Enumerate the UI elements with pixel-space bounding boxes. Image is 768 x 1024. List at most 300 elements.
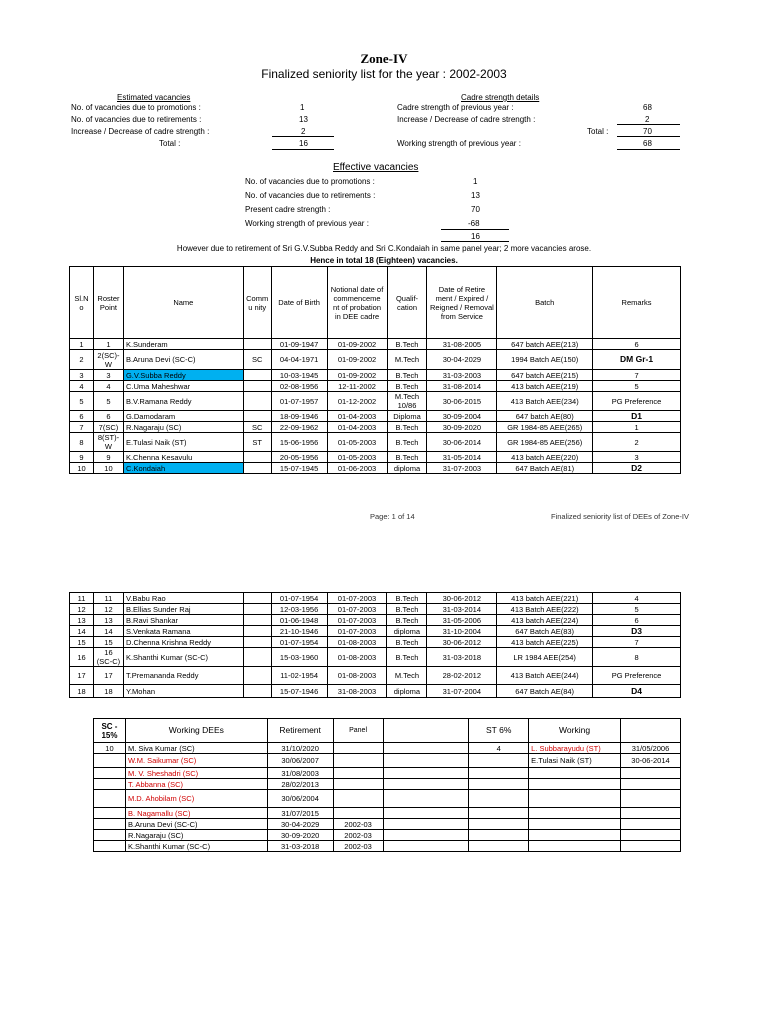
panel-cell: 2002-03	[333, 830, 383, 841]
retirement-cell: 30/06/2007	[267, 754, 333, 768]
effective-total-value: 16	[471, 232, 480, 241]
panel-cell	[333, 768, 383, 779]
name-cell: K.Shanthi Kumar (SC-C)	[123, 648, 243, 667]
community-cell	[243, 593, 271, 604]
working-date-cell: 30-06-2014	[620, 754, 680, 768]
sl-cell: 13	[70, 615, 94, 626]
dob-cell: 01-09-1947	[271, 339, 327, 350]
dob-cell: 01-06-1948	[271, 615, 327, 626]
st-count-cell	[469, 819, 529, 830]
batch-cell: 647 batch AEE(215)	[497, 370, 593, 381]
blank-cell	[383, 768, 469, 779]
working-dee-name-cell: T. Abbanna (SC)	[125, 779, 267, 790]
sl-cell: 16	[70, 648, 94, 667]
remarks-cell: 6	[593, 615, 681, 626]
working-dee-name-cell: B. Nagamallu (SC)	[125, 808, 267, 819]
blank-cell	[383, 841, 469, 852]
col-header-sl: Sl.N o	[70, 267, 94, 339]
dob-cell: 18-09-1946	[271, 411, 327, 422]
qualification-cell: B.Tech	[387, 433, 427, 452]
sl-cell: 3	[70, 370, 94, 381]
table-row	[70, 392, 681, 411]
estimated-label: No. of vacancies due to promotions :	[71, 103, 201, 112]
table-row	[70, 370, 681, 381]
name-cell: B.Aruna Devi (SC-C)	[123, 350, 243, 370]
st-count-cell	[469, 768, 529, 779]
col-header-qualification: Qualif- cation	[387, 267, 427, 339]
remarks-cell: 1	[593, 422, 681, 433]
table-row	[94, 768, 681, 779]
estimated-value: 2	[301, 127, 306, 136]
probation-cell: 31-08-2003	[327, 685, 387, 698]
working-name-cell: E.Tulasi Naik (ST)	[529, 754, 621, 768]
col-header-batch: Batch	[497, 267, 593, 339]
working-dee-name-cell: B.Aruna Devi (SC-C)	[125, 819, 267, 830]
table-row	[70, 381, 681, 392]
sl-cell: 10	[70, 463, 94, 474]
dob-cell: 10-03-1945	[271, 370, 327, 381]
panel-cell	[333, 808, 383, 819]
cadre-label: Increase / Decrease of cadre strength :	[397, 115, 536, 124]
probation-cell: 12-11-2002	[327, 381, 387, 392]
roster-cell: 6	[93, 411, 123, 422]
probation-cell: 01-05-2003	[327, 452, 387, 463]
sc-count-cell: 10	[94, 743, 126, 754]
roster-cell: 7(SC)	[93, 422, 123, 433]
working-date-cell	[620, 768, 680, 779]
reservation-table	[93, 718, 681, 852]
working-dee-name-cell: M. Siva Kumar (SC)	[125, 743, 267, 754]
retirement-cell: 31-07-2003	[427, 463, 497, 474]
probation-cell: 01-05-2003	[327, 433, 387, 452]
sc-count-cell	[94, 819, 126, 830]
probation-cell: 01-07-2003	[327, 593, 387, 604]
col-header-remarks: Remarks	[593, 267, 681, 339]
qualification-cell: B.Tech	[387, 637, 427, 648]
retirement-cell: 30/06/2004	[267, 790, 333, 808]
page-title: Zone-IV	[360, 51, 408, 66]
working-date-cell	[620, 830, 680, 841]
st-count-cell	[469, 808, 529, 819]
working-date-cell	[620, 808, 680, 819]
probation-cell: 01-12-2002	[327, 392, 387, 411]
working-name-cell	[529, 841, 621, 852]
retirement-cell: 31-03-2003	[427, 370, 497, 381]
community-cell	[243, 604, 271, 615]
sl-cell: 12	[70, 604, 94, 615]
col-header-name: Name	[123, 267, 243, 339]
st-count-cell	[469, 790, 529, 808]
dob-cell: 15-03-1960	[271, 648, 327, 667]
reservation-header-row	[94, 719, 681, 743]
community-cell	[243, 411, 271, 422]
retirement-cell: 31-03-2014	[427, 604, 497, 615]
sc-count-cell	[94, 768, 126, 779]
batch-cell: 413 Batch AEE(234)	[497, 392, 593, 411]
community-cell	[243, 452, 271, 463]
roster-cell: 2(SC)-W	[93, 350, 123, 370]
working-dee-name-cell: W.M. Saikumar (SC)	[125, 754, 267, 768]
panel-cell	[333, 754, 383, 768]
sl-cell: 6	[70, 411, 94, 422]
table-row	[94, 779, 681, 790]
name-cell: R.Nagaraju (SC)	[123, 422, 243, 433]
table-row	[70, 637, 681, 648]
community-cell: ST	[243, 433, 271, 452]
table-row	[70, 422, 681, 433]
remarks-cell: 5	[593, 604, 681, 615]
table-row	[70, 463, 681, 474]
col-header-st: ST 6%	[469, 719, 529, 743]
roster-cell: 13	[93, 615, 123, 626]
table-row	[94, 841, 681, 852]
roster-cell: 17	[93, 667, 123, 685]
batch-cell: 413 Batch AEE(222)	[497, 604, 593, 615]
batch-cell: 413 batch AEE(225)	[497, 637, 593, 648]
blank-cell	[383, 743, 469, 754]
page-number: Page: 1 of 14	[370, 512, 415, 521]
seniority-table-page2	[69, 592, 681, 698]
working-date-cell	[620, 841, 680, 852]
working-name-cell	[529, 768, 621, 779]
community-cell	[243, 370, 271, 381]
roster-cell: 14	[93, 626, 123, 637]
cadre-label: Working strength of previous year :	[397, 139, 521, 148]
estimated-value: 13	[299, 115, 308, 124]
remarks-cell: 2	[593, 433, 681, 452]
working-dee-name-cell: R.Nagaraju (SC)	[125, 830, 267, 841]
probation-cell: 01-04-2003	[327, 422, 387, 433]
retirement-cell: 31-03-2018	[427, 648, 497, 667]
table-row	[70, 604, 681, 615]
retirement-cell: 30-06-2015	[427, 392, 497, 411]
table-row	[70, 615, 681, 626]
table-row	[70, 339, 681, 350]
working-date-cell	[620, 790, 680, 808]
estimated-total-label: Total :	[159, 139, 181, 148]
col-header-blank	[383, 719, 469, 743]
panel-cell: 2002-03	[333, 819, 383, 830]
qualification-cell: M.Tech	[387, 667, 427, 685]
table-row	[94, 819, 681, 830]
qualification-cell: B.Tech	[387, 593, 427, 604]
community-cell	[243, 339, 271, 350]
col-header-working-dees: Working DEEs	[125, 719, 267, 743]
qualification-cell: B.Tech	[387, 422, 427, 433]
batch-cell: 647 batch AEE(213)	[497, 339, 593, 350]
sl-cell: 8	[70, 433, 94, 452]
probation-cell: 01-06-2003	[327, 463, 387, 474]
page-subtitle: Finalized seniority list for the year : 2002-2003	[261, 67, 507, 81]
probation-cell: 01-08-2003	[327, 648, 387, 667]
community-cell	[243, 667, 271, 685]
remarks-cell: D3	[593, 626, 681, 637]
batch-cell: 647 Batch AE(84)	[497, 685, 593, 698]
dob-cell: 01-07-1957	[271, 392, 327, 411]
batch-cell: 647 batch AE(80)	[497, 411, 593, 422]
dob-cell: 20-05-1956	[271, 452, 327, 463]
col-header-sc: SC - 15%	[94, 719, 126, 743]
dob-cell: 01-07-1954	[271, 593, 327, 604]
dob-cell: 15-06-1956	[271, 433, 327, 452]
col-header-retirement: Date of Retire ment / Expired / Reigned / Removal from Service	[427, 267, 497, 339]
qualification-cell: Diploma	[387, 411, 427, 422]
remarks-cell: D4	[593, 685, 681, 698]
sl-cell: 15	[70, 637, 94, 648]
batch-cell: GR 1984-85 AEE(256)	[497, 433, 593, 452]
retirement-cell: 30-09-2020	[267, 830, 333, 841]
retirement-note: However due to retirement of Sri G.V.Subba Reddy and Sri C.Kondaiah in same panel year; 2 more vacancies arose.	[176, 244, 592, 253]
col-header-retirement: Retirement	[267, 719, 333, 743]
name-cell: E.Tulasi Naik (ST)	[123, 433, 243, 452]
working-dee-name-cell: K.Shanthi Kumar (SC-C)	[125, 841, 267, 852]
remarks-cell: 7	[593, 637, 681, 648]
working-date-cell	[620, 779, 680, 790]
effective-value: 1	[473, 177, 478, 186]
cadre-value: 68	[643, 103, 652, 112]
batch-cell: 647 Batch AE(83)	[497, 626, 593, 637]
col-header-community: Comm u nity	[243, 267, 271, 339]
col-header-probation: Notional date of commenceme nt of probation in DEE cadre	[327, 267, 387, 339]
sc-count-cell	[94, 754, 126, 768]
probation-cell: 01-08-2003	[327, 667, 387, 685]
qualification-cell: M.Tech	[387, 350, 427, 370]
table-row	[70, 667, 681, 685]
table-row	[70, 593, 681, 604]
st-count-cell	[469, 830, 529, 841]
probation-cell: 01-09-2002	[327, 339, 387, 350]
table-header-row	[70, 267, 681, 339]
working-name-cell	[529, 830, 621, 841]
table-row	[70, 452, 681, 463]
table-row	[70, 433, 681, 452]
sl-cell: 4	[70, 381, 94, 392]
seniority-table-page1	[69, 266, 681, 474]
remarks-cell: 3	[593, 452, 681, 463]
col-header-panel: Panel	[333, 719, 383, 743]
name-cell: V.Babu Rao	[123, 593, 243, 604]
table-row	[70, 411, 681, 422]
effective-label: Present cadre strength :	[245, 205, 331, 214]
panel-cell	[333, 779, 383, 790]
sc-count-cell	[94, 808, 126, 819]
retirement-cell: 30-04-2029	[267, 819, 333, 830]
remarks-cell: 4	[593, 593, 681, 604]
estimated-value: 1	[300, 103, 305, 112]
name-cell: K.Sunderam	[123, 339, 243, 350]
sl-cell: 18	[70, 685, 94, 698]
blank-cell	[383, 790, 469, 808]
dob-cell: 11-02-1954	[271, 667, 327, 685]
roster-cell: 3	[93, 370, 123, 381]
batch-cell: 413 batch AEE(224)	[497, 615, 593, 626]
dob-cell: 02-08-1956	[271, 381, 327, 392]
total-vacancies-note: Hence in total 18 (Eighteen) vacancies.	[310, 256, 458, 265]
sl-cell: 9	[70, 452, 94, 463]
name-cell: B.Ellias Sunder Raj	[123, 604, 243, 615]
dob-cell: 12-03-1956	[271, 604, 327, 615]
retirement-cell: 30-06-2012	[427, 637, 497, 648]
effective-label: Working strength of previous year :	[245, 219, 369, 228]
remarks-cell: 5	[593, 381, 681, 392]
batch-cell: 413 batch AEE(219)	[497, 381, 593, 392]
roster-cell: 8(ST)-W	[93, 433, 123, 452]
dob-cell: 15-07-1945	[271, 463, 327, 474]
working-date-cell	[620, 819, 680, 830]
retirement-cell: 28-02-2012	[427, 667, 497, 685]
retirement-cell: 31-08-2005	[427, 339, 497, 350]
table-row	[94, 830, 681, 841]
st-count-cell: 4	[469, 743, 529, 754]
dob-cell: 22-09-1962	[271, 422, 327, 433]
qualification-cell: diploma	[387, 685, 427, 698]
retirement-cell: 31-10-2004	[427, 626, 497, 637]
qualification-cell: M.Tech 10/86	[387, 392, 427, 411]
panel-cell	[333, 743, 383, 754]
table-row	[94, 743, 681, 754]
sl-cell: 11	[70, 593, 94, 604]
retirement-cell: 31/07/2015	[267, 808, 333, 819]
roster-cell: 4	[93, 381, 123, 392]
col-header-dob: Date of Birth	[271, 267, 327, 339]
roster-cell: 16 (SC-C)	[93, 648, 123, 667]
working-name-cell	[529, 790, 621, 808]
batch-cell: LR 1984 AEE(254)	[497, 648, 593, 667]
effective-label: No. of vacancies due to retirements :	[245, 191, 376, 200]
sl-cell: 14	[70, 626, 94, 637]
batch-cell: 413 batch AEE(220)	[497, 452, 593, 463]
estimated-total-value: 16	[299, 139, 308, 148]
qualification-cell: diploma	[387, 463, 427, 474]
effective-value: -68	[468, 219, 480, 228]
qualification-cell: B.Tech	[387, 381, 427, 392]
retirement-cell: 31-03-2018	[267, 841, 333, 852]
name-cell: D.Chenna Krishna Reddy	[123, 637, 243, 648]
dob-cell: 04-04-1971	[271, 350, 327, 370]
name-cell: G.Damodaram	[123, 411, 243, 422]
effective-label: No. of vacancies due to promotions :	[245, 177, 375, 186]
sc-count-cell	[94, 779, 126, 790]
retirement-cell: 30-09-2020	[427, 422, 497, 433]
retirement-cell: 30-06-2012	[427, 593, 497, 604]
sc-count-cell	[94, 790, 126, 808]
probation-cell: 01-07-2003	[327, 626, 387, 637]
roster-cell: 10	[93, 463, 123, 474]
community-cell	[243, 626, 271, 637]
community-cell	[243, 381, 271, 392]
probation-cell: 01-04-2003	[327, 411, 387, 422]
sl-cell: 17	[70, 667, 94, 685]
table-row	[70, 685, 681, 698]
st-count-cell	[469, 841, 529, 852]
remarks-cell: 6	[593, 339, 681, 350]
remarks-cell: D2	[593, 463, 681, 474]
table-row	[94, 790, 681, 808]
cadre-label: Cadre strength of previous year :	[397, 103, 514, 112]
sc-count-cell	[94, 841, 126, 852]
blank-cell	[383, 830, 469, 841]
effective-value: 13	[471, 191, 480, 200]
retirement-cell: 31-05-2006	[427, 615, 497, 626]
remarks-cell: D1	[593, 411, 681, 422]
community-cell: SC	[243, 350, 271, 370]
sl-cell: 5	[70, 392, 94, 411]
qualification-cell: B.Tech	[387, 339, 427, 350]
retirement-cell: 30-04-2029	[427, 350, 497, 370]
name-cell: B.Ravi Shankar	[123, 615, 243, 626]
name-cell: Y.Mohan	[123, 685, 243, 698]
roster-cell: 1	[93, 339, 123, 350]
probation-cell: 01-07-2003	[327, 615, 387, 626]
working-name-cell	[529, 808, 621, 819]
name-cell: K.Chenna Kesavulu	[123, 452, 243, 463]
blank-cell	[383, 779, 469, 790]
sl-cell: 1	[70, 339, 94, 350]
probation-cell: 01-09-2002	[327, 350, 387, 370]
community-cell	[243, 685, 271, 698]
estimated-label: No. of vacancies due to retirements :	[71, 115, 202, 124]
cadre-value: 2	[645, 115, 650, 124]
remarks-cell: PG Preference	[593, 392, 681, 411]
working-dee-name-cell: M. V. Sheshadri (SC)	[125, 768, 267, 779]
dob-cell: 21-10-1946	[271, 626, 327, 637]
qualification-cell: B.Tech	[387, 604, 427, 615]
qualification-cell: B.Tech	[387, 452, 427, 463]
roster-cell: 11	[93, 593, 123, 604]
dob-cell: 15-07-1946	[271, 685, 327, 698]
batch-cell: 1994 Batch AE(150)	[497, 350, 593, 370]
community-cell	[243, 637, 271, 648]
batch-cell: 413 Batch AEE(244)	[497, 667, 593, 685]
table-row	[94, 808, 681, 819]
cadre-strength-title: Cadre strength details	[461, 93, 540, 102]
table-row	[70, 626, 681, 637]
name-cell: C.Uma Maheshwar	[123, 381, 243, 392]
community-cell	[243, 648, 271, 667]
panel-cell: 2002-03	[333, 841, 383, 852]
blank-cell	[383, 754, 469, 768]
community-cell	[243, 615, 271, 626]
roster-cell: 12	[93, 604, 123, 615]
qualification-cell: B.Tech	[387, 615, 427, 626]
probation-cell: 01-08-2003	[327, 637, 387, 648]
sl-cell: 2	[70, 350, 94, 370]
effective-value: 70	[471, 205, 480, 214]
batch-cell: 413 batch AEE(221)	[497, 593, 593, 604]
qualification-cell: diploma	[387, 626, 427, 637]
st-count-cell	[469, 754, 529, 768]
remarks-cell: 7	[593, 370, 681, 381]
estimated-label: Increase / Decrease of cadre strength :	[71, 127, 210, 136]
estimated-vacancies-title: Estimated vacancies	[117, 93, 191, 102]
roster-cell: 18	[93, 685, 123, 698]
col-header-working: Working	[529, 719, 621, 743]
working-name-cell: L. Subbarayudu (ST)	[529, 743, 621, 754]
retirement-cell: 31/08/2003	[267, 768, 333, 779]
community-cell	[243, 392, 271, 411]
name-cell: G.V.Subba Reddy	[123, 370, 243, 381]
roster-cell: 9	[93, 452, 123, 463]
retirement-cell: 31/10/2020	[267, 743, 333, 754]
cadre-total-value: 70	[643, 127, 652, 136]
name-cell: C.Kondaiah	[123, 463, 243, 474]
effective-vacancies-title: Effective vacancies	[333, 162, 419, 173]
working-date-cell: 31/05/2006	[620, 743, 680, 754]
col-header-blank	[620, 719, 680, 743]
qualification-cell: B.Tech	[387, 370, 427, 381]
retirement-cell: 30-06-2014	[427, 433, 497, 452]
probation-cell: 01-07-2003	[327, 604, 387, 615]
